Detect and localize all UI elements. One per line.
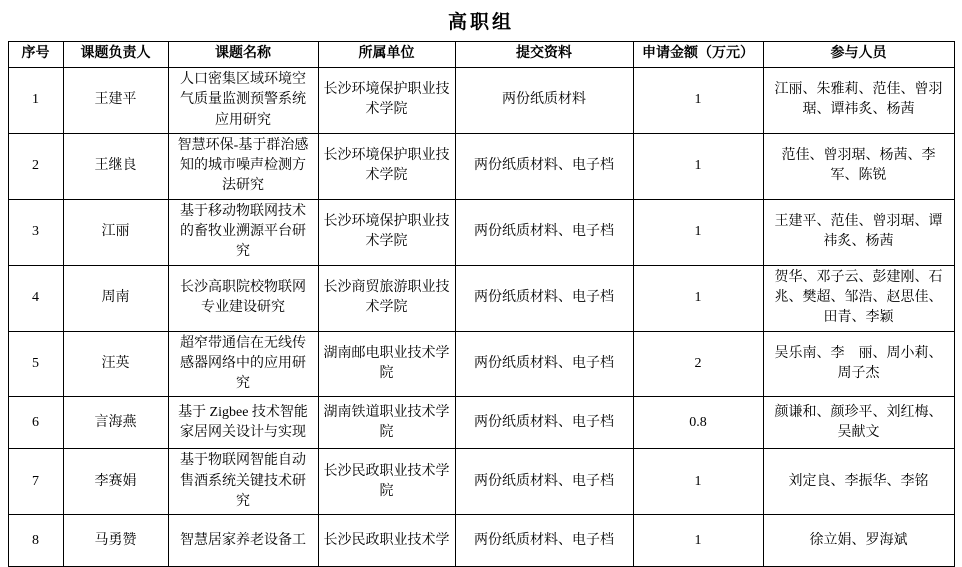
cell-amount: 1 bbox=[633, 265, 763, 331]
cell-project: 基于物联网智能自动售酒系统关键技术研究 bbox=[168, 449, 318, 515]
cell-unit: 长沙环境保护职业技术学院 bbox=[318, 199, 455, 265]
table-row bbox=[8, 331, 954, 397]
cell-leader: 汪英 bbox=[63, 331, 168, 397]
cell-no: 7 bbox=[8, 449, 63, 515]
cell-unit: 湖南邮电职业技术学院 bbox=[318, 331, 455, 397]
cell-amount: 1 bbox=[633, 449, 763, 515]
cell-leader: 周南 bbox=[63, 265, 168, 331]
cell-project: 基于移动物联网技术的畜牧业溯源平台研究 bbox=[168, 199, 318, 265]
column-header-unit: 所属单位 bbox=[318, 42, 455, 68]
table-row bbox=[8, 515, 954, 567]
cell-amount: 0.8 bbox=[633, 397, 763, 449]
cell-participants: 刘定良、李振华、李铭 bbox=[763, 449, 954, 515]
table-row bbox=[8, 68, 954, 134]
table-row bbox=[8, 397, 954, 449]
cell-project: 智慧居家养老设备工 bbox=[168, 515, 318, 567]
cell-amount: 1 bbox=[633, 515, 763, 567]
cell-leader: 李赛娟 bbox=[63, 449, 168, 515]
cell-participants: 范佳、曾羽琚、杨茜、李军、陈锐 bbox=[763, 133, 954, 199]
cell-leader: 言海燕 bbox=[63, 397, 168, 449]
cell-participants: 江丽、朱雅莉、范佳、曾羽琚、谭祎炙、杨茜 bbox=[763, 68, 954, 134]
column-header-participants: 参与人员 bbox=[763, 42, 954, 68]
cell-amount: 1 bbox=[633, 133, 763, 199]
cell-materials: 两份纸质材料、电子档 bbox=[455, 397, 633, 449]
cell-amount: 2 bbox=[633, 331, 763, 397]
cell-leader: 王建平 bbox=[63, 68, 168, 134]
cell-leader: 王继良 bbox=[63, 133, 168, 199]
cell-unit: 长沙民政职业技术学 bbox=[318, 515, 455, 567]
cell-materials: 两份纸质材料、电子档 bbox=[455, 449, 633, 515]
table-row bbox=[8, 199, 954, 265]
cell-leader: 江丽 bbox=[63, 199, 168, 265]
header-row bbox=[8, 42, 954, 68]
table-row bbox=[8, 449, 954, 515]
cell-project: 长沙高职院校物联网专业建设研究 bbox=[168, 265, 318, 331]
cell-participants: 颜谦和、颜珍平、刘红梅、吴献文 bbox=[763, 397, 954, 449]
cell-no: 8 bbox=[8, 515, 63, 567]
cell-participants: 吴乐南、李 丽、周小莉、周子杰 bbox=[763, 331, 954, 397]
cell-leader: 马勇赞 bbox=[63, 515, 168, 567]
cell-project: 超窄带通信在无线传感器网络中的应用研究 bbox=[168, 331, 318, 397]
cell-no: 1 bbox=[8, 68, 63, 134]
cell-project: 智慧环保-基于群治感知的城市噪声检测方法研究 bbox=[168, 133, 318, 199]
cell-no: 4 bbox=[8, 265, 63, 331]
cell-unit: 长沙商贸旅游职业技术学院 bbox=[318, 265, 455, 331]
cell-unit: 长沙民政职业技术学院 bbox=[318, 449, 455, 515]
cell-participants: 徐立娟、罗海斌 bbox=[763, 515, 954, 567]
cell-materials: 两份纸质材料、电子档 bbox=[455, 199, 633, 265]
cell-amount: 1 bbox=[633, 199, 763, 265]
cell-amount: 1 bbox=[633, 68, 763, 134]
cell-project: 人口密集区域环境空气质量监测预警系统应用研究 bbox=[168, 68, 318, 134]
cell-materials: 两份纸质材料、电子档 bbox=[455, 265, 633, 331]
column-header-amount: 申请金额（万元） bbox=[633, 42, 763, 68]
cell-participants: 贺华、邓子云、彭建刚、石兆、樊超、邹浩、赵思佳、田青、李颖 bbox=[763, 265, 954, 331]
cell-no: 3 bbox=[8, 199, 63, 265]
column-header-no: 序号 bbox=[8, 42, 63, 68]
cell-materials: 两份纸质材料、电子档 bbox=[455, 133, 633, 199]
column-header-materials: 提交资料 bbox=[455, 42, 633, 68]
cell-unit: 长沙环境保护职业技术学院 bbox=[318, 68, 455, 134]
cell-unit: 湖南铁道职业技术学院 bbox=[318, 397, 455, 449]
column-header-leader: 课题负责人 bbox=[63, 42, 168, 68]
cell-no: 6 bbox=[8, 397, 63, 449]
column-header-project: 课题名称 bbox=[168, 42, 318, 68]
cell-materials: 两份纸质材料、电子档 bbox=[455, 515, 633, 567]
results-table bbox=[8, 41, 955, 567]
cell-materials: 两份纸质材料 bbox=[455, 68, 633, 134]
table-row bbox=[8, 265, 954, 331]
page-title: 高职组 bbox=[447, 12, 514, 33]
cell-no: 2 bbox=[8, 133, 63, 199]
cell-project: 基于 Zigbee 技术智能家居网关设计与实现 bbox=[168, 397, 318, 449]
cell-materials: 两份纸质材料、电子档 bbox=[455, 331, 633, 397]
cell-participants: 王建平、范佳、曾羽琚、谭祎炙、杨茜 bbox=[763, 199, 954, 265]
cell-unit: 长沙环境保护职业技术学院 bbox=[318, 133, 455, 199]
table-row bbox=[8, 133, 954, 199]
cell-no: 5 bbox=[8, 331, 63, 397]
